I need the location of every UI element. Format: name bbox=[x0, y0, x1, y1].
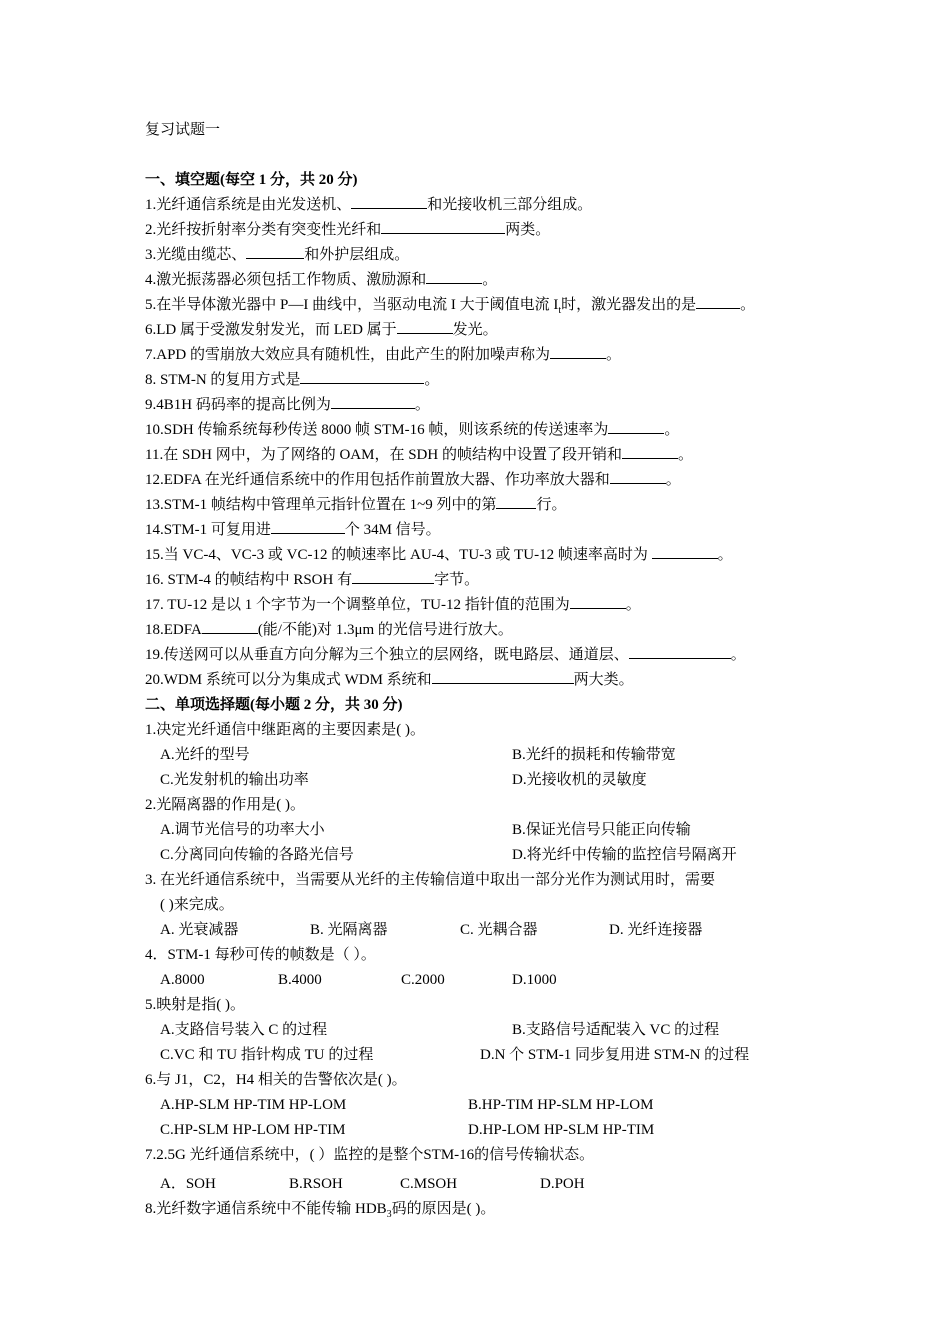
answer-blank bbox=[352, 571, 434, 584]
option-c: C.分离同向传输的各路光信号 bbox=[160, 847, 354, 863]
option-c: C.2000 bbox=[401, 972, 445, 988]
answer-blank bbox=[426, 271, 482, 284]
fill-question-1: 1.光纤通信系统是由光发送机、 和光接收机三部分组成。 bbox=[145, 197, 593, 213]
answer-blank bbox=[570, 596, 626, 609]
fill-question-4: 4.激光振荡器必须包括工作物质、激励源和 。 bbox=[145, 272, 498, 288]
fill-question-7: 7.APD 的雪崩放大效应具有随机性，由此产生的附加噪声称为 。 bbox=[145, 347, 622, 363]
fill-question-11: 11.在 SDH 网中，为了网络的 OAM，在 SDH 的帧结构中设置了段开销和 。 bbox=[145, 447, 693, 463]
section-2-heading: 二、单项选择题(每小题 2 分，共 30 分) bbox=[145, 697, 403, 713]
option-d: D.1000 bbox=[512, 972, 557, 988]
fill-question-10: 10.SDH 传输系统每秒传送 8000 帧 STM-16 帧，则该系统的传送速率为 。 bbox=[145, 422, 680, 438]
option-a: A. 光衰减器 bbox=[160, 922, 239, 938]
option-a: A.支路信号装入 C 的过程 bbox=[160, 1022, 328, 1038]
option-c: C. 光耦合器 bbox=[460, 922, 538, 938]
fill-question-3: 3.光缆由缆芯、 和外护层组成。 bbox=[145, 247, 410, 263]
option-a: A.8000 bbox=[160, 972, 205, 988]
page-title: 复习试题一 bbox=[145, 122, 221, 138]
answer-blank bbox=[696, 296, 740, 309]
fill-question-6: 6.LD 属于受激发射发光，而 LED 属于 发光。 bbox=[145, 322, 498, 338]
option-c: C.MSOH bbox=[400, 1176, 458, 1192]
choice-question-5: 5.映射是指( )。 bbox=[145, 997, 245, 1013]
choice-question-6: 6.与 J1，C2，H4 相关的告警依次是( )。 bbox=[145, 1072, 407, 1088]
answer-blank bbox=[397, 321, 453, 334]
fill-question-2: 2.光纤按折射率分类有突变性光纤和 两类。 bbox=[145, 222, 551, 238]
option-b: B.光纤的损耗和传输带宽 bbox=[512, 747, 676, 763]
answer-blank bbox=[496, 496, 536, 509]
answer-blank bbox=[550, 346, 606, 359]
option-c: C.光发射机的输出功率 bbox=[160, 772, 309, 788]
option-a: A.HP-SLM HP-TIM HP-LOM bbox=[160, 1097, 347, 1113]
choice-question-8: 8.光纤数字通信系统中不能传输 $HDB_3$码的原因是( )。 bbox=[145, 1201, 496, 1220]
answer-blank bbox=[300, 371, 424, 384]
option-d: D.将光纤中传输的监控信号隔离开 bbox=[512, 847, 737, 863]
answer-blank bbox=[652, 546, 718, 559]
choice-question-7: 7.2.5G 光纤通信系统中，( ）监控的是整个STM-16的信号传输状态。 bbox=[145, 1147, 595, 1163]
option-d: D.HP-LOM HP-SLM HP-TIM bbox=[468, 1122, 655, 1138]
option-c: C.VC 和 TU 指针构成 TU 的过程 bbox=[160, 1047, 374, 1063]
option-b: B.保证光信号只能正向传输 bbox=[512, 822, 691, 838]
fill-question-17: 17. TU-12 是以 1 个字节为一个调整单位，TU-12 指针值的范围为 。 bbox=[145, 597, 641, 613]
choice-question-2: 2.光隔离器的作用是( )。 bbox=[145, 797, 305, 813]
option-b: B.RSOH bbox=[289, 1176, 343, 1192]
answer-blank bbox=[381, 221, 505, 234]
option-b: B. 光隔离器 bbox=[310, 922, 388, 938]
option-b: B.HP-TIM HP-SLM HP-LOM bbox=[468, 1097, 654, 1113]
answer-blank bbox=[331, 396, 415, 409]
fill-question-18: 18.EDFA (能/不能)对 1.3μm 的光信号进行放大。 bbox=[145, 622, 513, 638]
answer-blank bbox=[351, 196, 427, 209]
option-a: A.调节光信号的功率大小 bbox=[160, 822, 325, 838]
option-d: D.光接收机的灵敏度 bbox=[512, 772, 647, 788]
choice-question-3-cont: ( )来完成。 bbox=[160, 897, 234, 913]
answer-blank bbox=[432, 671, 574, 684]
fill-question-13: 13.STM-1 帧结构中管理单元指针位置在 1~9 列中的第 行。 bbox=[145, 497, 567, 513]
fill-question-9: 9.4B1H 码码率的提高比例为 。 bbox=[145, 397, 430, 413]
fill-question-19: 19.传送网可以从垂直方向分解为三个独立的层网络，既电路层、通道层、 。 bbox=[145, 647, 746, 663]
fill-question-14: 14.STM-1 可复用进 个 34M 信号。 bbox=[145, 522, 441, 538]
option-d: D.POH bbox=[540, 1176, 585, 1192]
section-1-heading: 一、填空题(每空 1 分，共 20 分) bbox=[145, 172, 358, 188]
option-b: B.4000 bbox=[278, 972, 322, 988]
fill-question-16: 16. STM-4 的帧结构中 RSOH 有 字节。 bbox=[145, 572, 480, 588]
fill-question-15: 15.当 VC-4、VC-3 或 VC-12 的帧速率比 AU-4、TU-3 或 TU-12 帧速率高时为 。 bbox=[145, 547, 733, 563]
option-d: D. 光纤连接器 bbox=[609, 922, 703, 938]
choice-question-4: 4．STM-1 每秒可传的帧数是（ ）。 bbox=[145, 947, 376, 963]
fill-question-12: 12.EDFA 在光纤通信系统中的作用包括作前置放大器、作功率放大器和 。 bbox=[145, 472, 681, 488]
choice-question-1: 1.决定光纤通信中继距离的主要因素是( )。 bbox=[145, 722, 425, 738]
choice-question-3: 3. 在光纤通信系统中，当需要从光纤的主传输信道中取出一部分光作为测试用时，需要 bbox=[145, 872, 716, 888]
fill-question-8: 8. STM-N 的复用方式是 。 bbox=[145, 372, 440, 388]
option-b: B.支路信号适配装入 VC 的过程 bbox=[512, 1022, 720, 1038]
answer-blank bbox=[246, 246, 304, 259]
answer-blank bbox=[622, 446, 678, 459]
answer-blank bbox=[271, 521, 345, 534]
fill-question-20: 20.WDM 系统可以分为集成式 WDM 系统和 两大类。 bbox=[145, 672, 634, 688]
option-c: C.HP-SLM HP-LOM HP-TIM bbox=[160, 1122, 346, 1138]
answer-blank bbox=[202, 621, 258, 634]
answer-blank bbox=[610, 471, 666, 484]
option-d: D.N 个 STM-1 同步复用进 STM-N 的过程 bbox=[480, 1047, 750, 1063]
answer-blank bbox=[608, 421, 664, 434]
answer-blank bbox=[629, 646, 731, 659]
option-a: A．SOH bbox=[160, 1176, 216, 1192]
option-a: A.光纤的型号 bbox=[160, 747, 250, 763]
fill-question-5: 5.在半导体激光器中 P—I 曲线中，当驱动电流 I 大于阈值电流 $I_t$时，激光器发出的是 。 bbox=[145, 297, 756, 316]
